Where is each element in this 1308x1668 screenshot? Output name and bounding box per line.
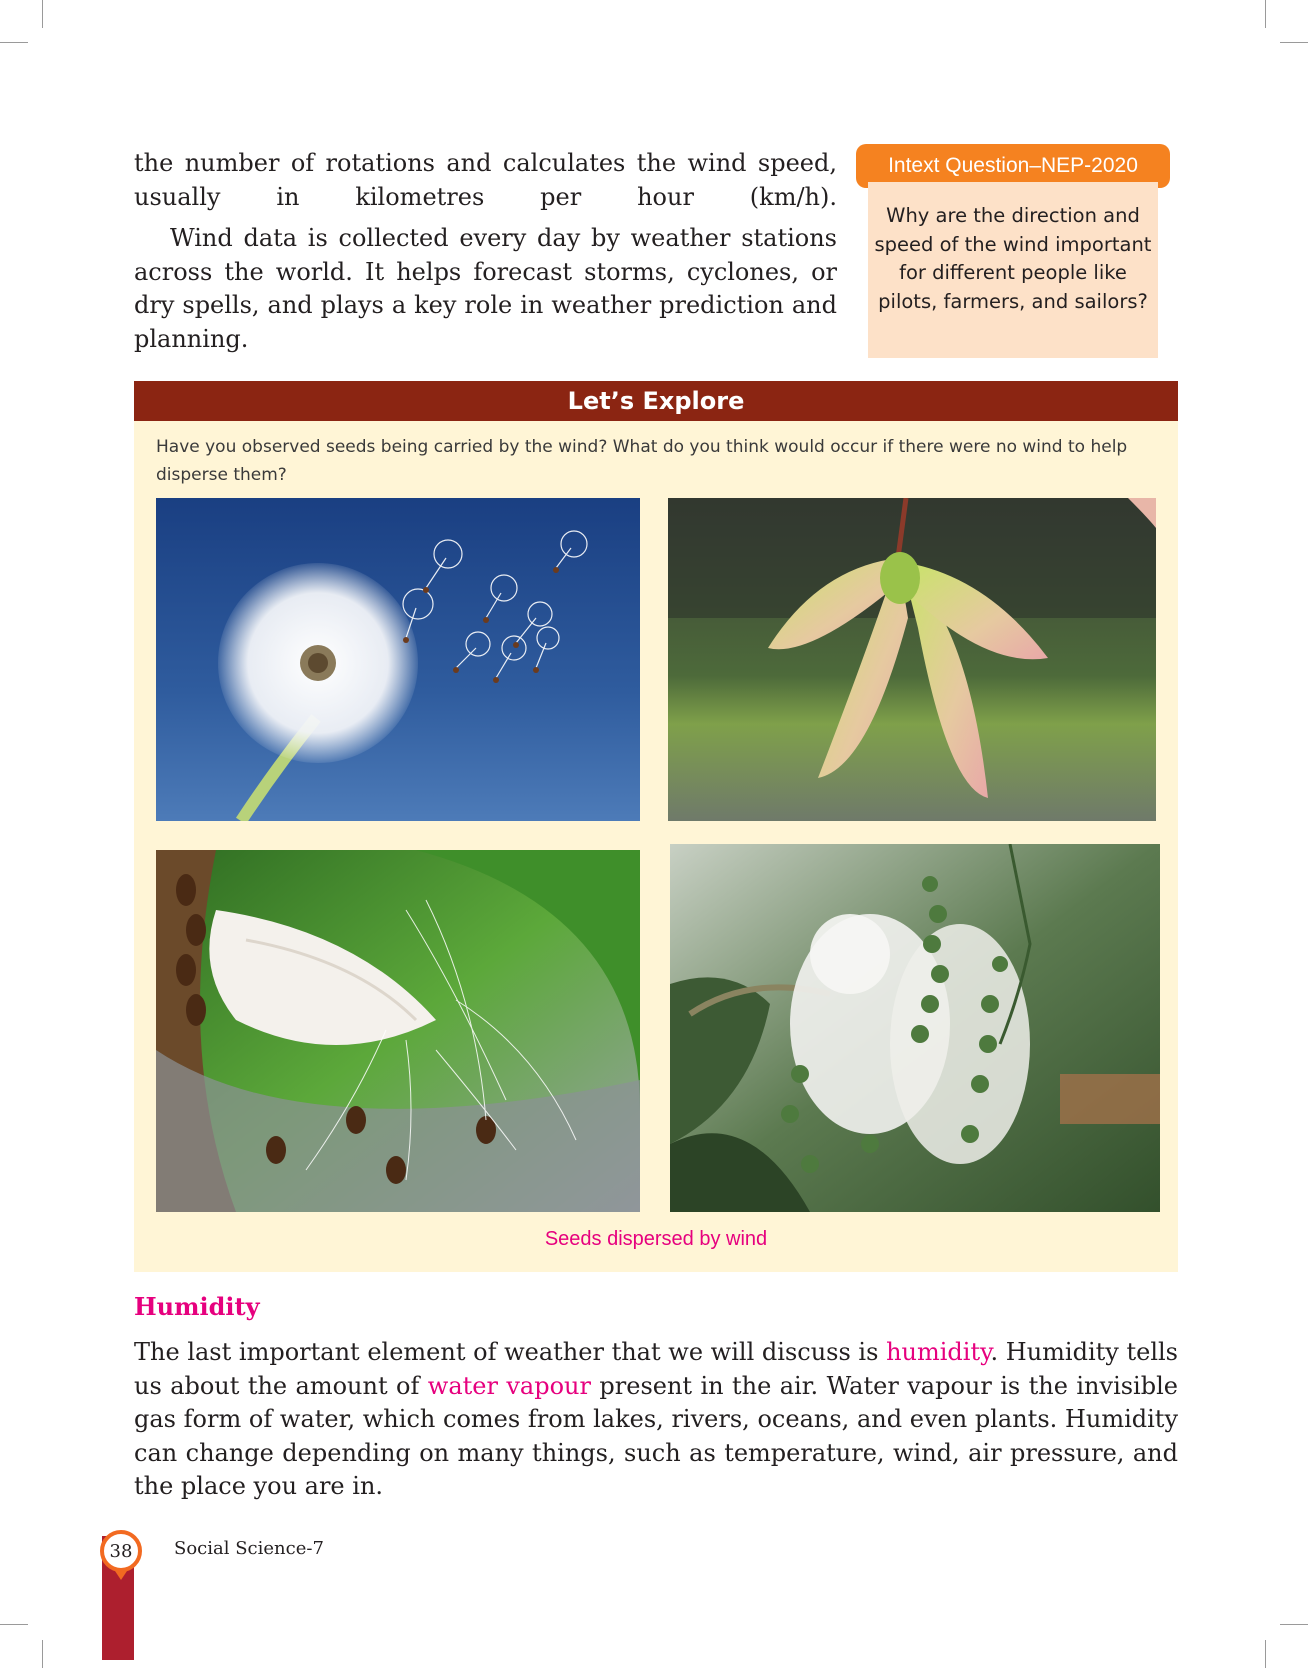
- intext-question-title: Intext Question–NEP-2020: [856, 144, 1170, 188]
- crop-mark: [1265, 0, 1266, 28]
- milkweed-seeds-photo: [156, 850, 640, 1212]
- maple-seeds-photo: [668, 498, 1156, 821]
- intext-question-text: Why are the direction and speed of the wind important for different people like pilots, farmers, and sailors?: [868, 182, 1158, 358]
- humidity-term: humidity: [886, 1338, 991, 1366]
- photo-caption: Seeds dispersed by wind: [544, 1228, 768, 1250]
- book-title: Social Science-7: [174, 1538, 324, 1559]
- water-vapour-term: water vapour: [427, 1371, 591, 1400]
- intro-paragraph: the number of rotations and calculates the wind speed, usually in kilometres per hour (km/h).: [134, 149, 837, 211]
- humidity-text-1: The last important element of weather that we will discuss is: [134, 1338, 887, 1366]
- lets-explore-question: Have you observed seeds being carried by the wind? What do you think would occur if there were no wind to help disperse them?: [156, 437, 1128, 485]
- humidity-paragraph: [134, 1336, 1178, 1504]
- poplar-cotton-seeds-photo: [670, 844, 1160, 1212]
- humidity-text-3: present in the air. Water vapour is the invisible gas form of water, which comes from lakes, rivers, oceans, and even plants. Humidity can change depending on many things, such as temperature, wind, air pressure, and the place you are in.: [134, 1371, 1178, 1500]
- crop-mark: [1280, 1624, 1308, 1625]
- wind-data-paragraph: Wind data is collected every day by weather stations across the world. It helps forecast storms, cyclones, or dry spells, and plays a key role in weather prediction and planning.: [134, 224, 837, 353]
- lets-explore-title: Let’s Explore: [134, 381, 1178, 421]
- crop-mark: [42, 1640, 43, 1668]
- crop-mark: [42, 0, 43, 28]
- humidity-text-2: . Humidity tells us about the amount of: [134, 1338, 1178, 1400]
- humidity-heading: Humidity: [134, 1292, 260, 1321]
- dandelion-seeds-photo: [156, 498, 640, 821]
- lets-explore-box: [134, 381, 1178, 1272]
- crop-mark: [1265, 1640, 1266, 1668]
- crop-mark: [0, 1624, 28, 1625]
- crop-mark: [1280, 42, 1308, 43]
- page-number: 38: [100, 1530, 142, 1572]
- crop-mark: [0, 42, 28, 43]
